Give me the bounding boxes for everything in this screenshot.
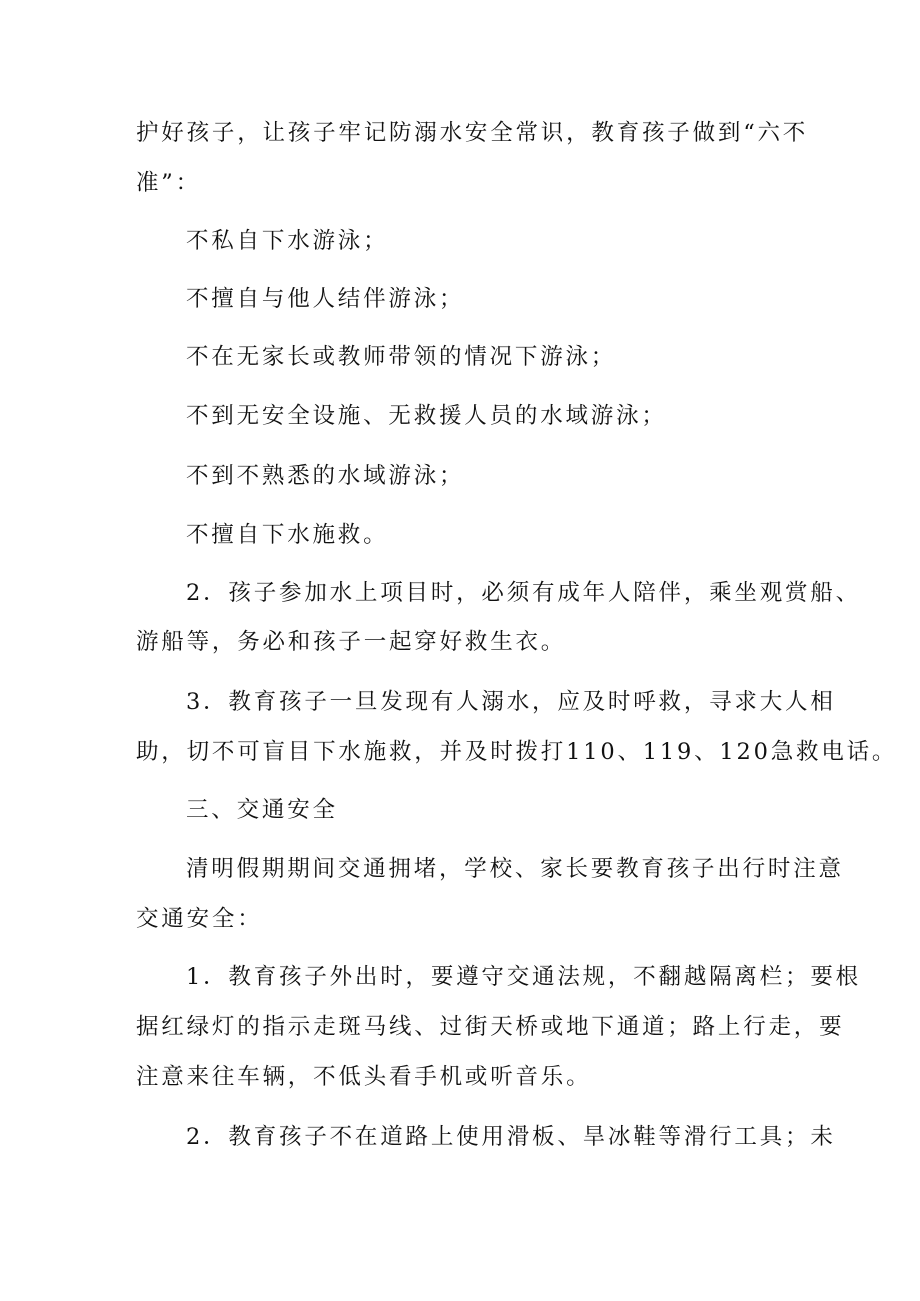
text-line: 2．教育孩子不在道路上使用滑板、旱冰鞋等滑行工具；未 <box>186 1124 836 1150</box>
text-line: 游船等，务必和孩子一起穿好救生衣。 <box>136 629 567 655</box>
text-line: 准”： <box>136 170 201 196</box>
text-line: 3．教育孩子一旦发现有人溺水，应及时呼救，寻求大人相 <box>186 689 836 715</box>
text-line: 不擅自与他人结伴游泳； <box>186 286 465 312</box>
section-heading: 三、交通安全 <box>186 797 338 823</box>
text-line: 2．孩子参加水上项目时，必须有成年人陪伴，乘坐观赏船、 <box>186 580 861 606</box>
text-line: 不私自下水游泳； <box>186 228 389 254</box>
text-line: 护好孩子，让孩子牢记防溺水安全常识，教育孩子做到“六不 <box>136 120 809 146</box>
text-line: 不擅自下水施救。 <box>186 522 389 548</box>
text-line: 1．教育孩子外出时，要遵守交通法规，不翻越隔离栏；要根 <box>186 964 861 990</box>
text-line: 不在无家长或教师带领的情况下游泳； <box>186 344 617 370</box>
text-line: 注意来往车辆，不低头看手机或听音乐。 <box>136 1064 592 1090</box>
text-line: 不到不熟悉的水域游泳； <box>186 463 465 489</box>
text-line: 据红绿灯的指示走斑马线、过街天桥或地下通道；路上行走，要 <box>136 1014 845 1040</box>
text-line: 清明假期期间交通拥堵，学校、家长要教育孩子出行时注意 <box>186 856 844 882</box>
text-line: 不到无安全设施、无救援人员的水域游泳； <box>186 403 667 429</box>
text-line: 交通安全： <box>136 906 263 932</box>
text-line: 助，切不可盲目下水施救，并及时拨打110、119、120急救电话。 <box>136 739 898 765</box>
